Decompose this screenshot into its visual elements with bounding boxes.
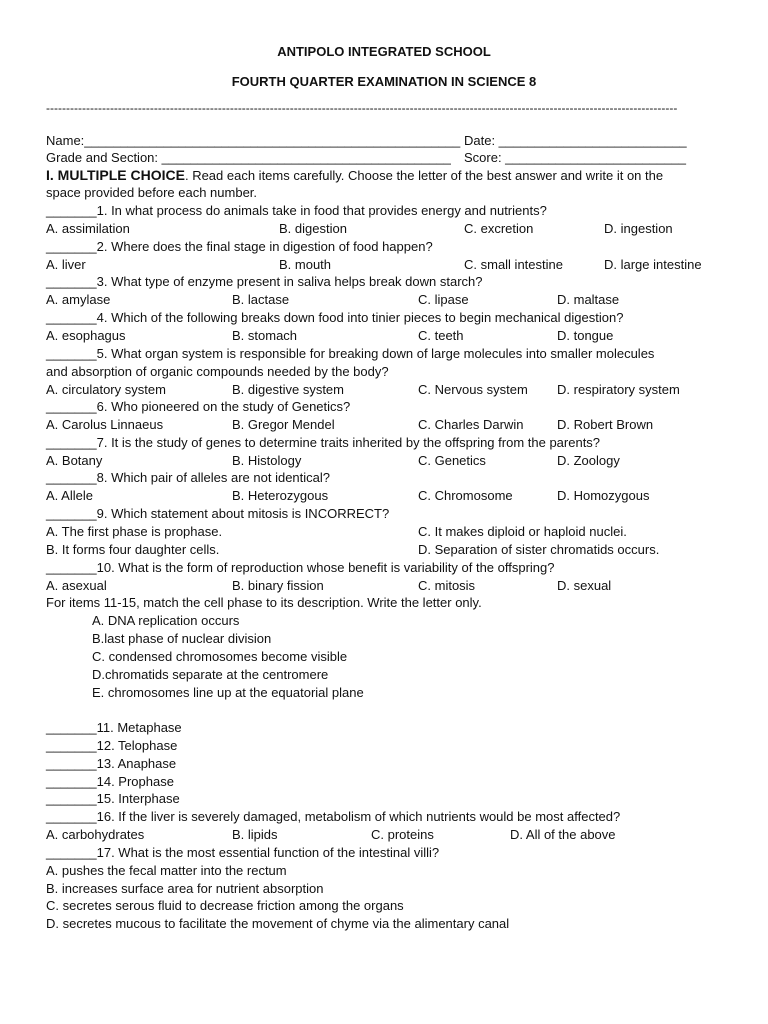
q1-option-a: A. assimilation bbox=[46, 221, 130, 236]
matching-item-13: _______13. Anaphase bbox=[46, 756, 177, 771]
q5-option-c: C. Nervous system bbox=[418, 382, 528, 397]
instructions-line-1: . Read each items carefully. Choose the letter of the best answer and write it on the bbox=[184, 168, 664, 183]
q6-option-d: D. Robert Brown bbox=[557, 417, 654, 432]
matching-item-15: _______15. Interphase bbox=[46, 791, 180, 806]
q17-option-d: D. secretes mucous to facilitate the movement of chyme via the alimentary canal bbox=[46, 916, 510, 931]
q2-option-c: C. small intestine bbox=[464, 257, 563, 272]
q17-option-c: C. secretes serous fluid to decrease friction among the organs bbox=[46, 898, 404, 913]
q7-option-a: A. Botany bbox=[46, 453, 103, 468]
name-field: Name:____________________________________________________ bbox=[46, 133, 461, 148]
question-2-stem: _______2. Where does the final stage in digestion of food happen? bbox=[46, 239, 433, 254]
grade-section-field: Grade and Section: ________________________________________ bbox=[46, 150, 451, 165]
question-7-stem: _______7. It is the study of genes to determine traits inherited by the offspring from the parents? bbox=[46, 435, 601, 450]
q6-option-c: C. Charles Darwin bbox=[418, 417, 524, 432]
q4-option-a: A. esophagus bbox=[46, 328, 126, 343]
matching-choice-c: C. condensed chromosomes become visible bbox=[92, 649, 348, 664]
matching-item-14: _______14. Prophase bbox=[46, 774, 174, 789]
matching-item-11: _______11. Metaphase bbox=[46, 720, 182, 735]
q3-option-b: B. lactase bbox=[232, 292, 290, 307]
q2-option-a: A. liver bbox=[46, 257, 86, 272]
q3-option-d: D. maltase bbox=[557, 292, 620, 307]
q10-option-b: B. binary fission bbox=[232, 578, 324, 593]
matching-choice-b: B.last phase of nuclear division bbox=[92, 631, 272, 646]
q8-option-b: B. Heterozygous bbox=[232, 488, 329, 503]
q17-option-b: B. increases surface area for nutrient absorption bbox=[46, 881, 324, 896]
question-3-stem: _______3. What type of enzyme present in saliva helps break down starch? bbox=[46, 274, 483, 289]
q6-option-a: A. Carolus Linnaeus bbox=[46, 417, 164, 432]
score-field: Score: _________________________ bbox=[464, 150, 686, 165]
question-5-stem-cont: and absorption of organic compounds needed by the body? bbox=[46, 364, 389, 379]
question-17-stem: _______17. What is the most essential function of the intestinal villi? bbox=[46, 845, 440, 860]
question-10-stem: _______10. What is the form of reproduction whose benefit is variability of the offspring? bbox=[46, 560, 555, 575]
q4-option-b: B. stomach bbox=[232, 328, 298, 343]
question-6-stem: _______6. Who pioneered on the study of Genetics? bbox=[46, 399, 351, 414]
q9-option-c: C. It makes diploid or haploid nuclei. bbox=[418, 524, 627, 539]
q4-option-d: D. tongue bbox=[557, 328, 614, 343]
q6-option-b: B. Gregor Mendel bbox=[232, 417, 335, 432]
q5-option-d: D. respiratory system bbox=[557, 382, 680, 397]
q10-option-c: C. mitosis bbox=[418, 578, 476, 593]
q16-option-a: A. carbohydrates bbox=[46, 827, 145, 842]
q1-option-b: B. digestion bbox=[279, 221, 347, 236]
q9-option-d: D. Separation of sister chromatids occurs. bbox=[418, 542, 660, 557]
matching-item-12: _______12. Telophase bbox=[46, 738, 178, 753]
matching-choice-a: A. DNA replication occurs bbox=[92, 613, 240, 628]
q1-option-d: D. ingestion bbox=[604, 221, 673, 236]
q1-option-c: C. excretion bbox=[464, 221, 534, 236]
q16-option-c: C. proteins bbox=[371, 827, 434, 842]
q8-option-c: C. Chromosome bbox=[418, 488, 513, 503]
q8-option-d: D. Homozygous bbox=[557, 488, 650, 503]
q7-option-c: C. Genetics bbox=[418, 453, 486, 468]
section-heading: I. MULTIPLE CHOICE bbox=[46, 167, 185, 183]
q5-option-a: A. circulatory system bbox=[46, 382, 166, 397]
question-16-stem: _______16. If the liver is severely damaged, metabolism of which nutrients would be most affected? bbox=[46, 809, 621, 824]
q3-option-c: C. lipase bbox=[418, 292, 469, 307]
q10-option-a: A. asexual bbox=[46, 578, 107, 593]
q16-option-d: D. All of the above bbox=[510, 827, 616, 842]
q17-option-a: A. pushes the fecal matter into the rectum bbox=[46, 863, 287, 878]
school-name: ANTIPOLO INTEGRATED SCHOOL bbox=[277, 44, 491, 59]
q9-option-b: B. It forms four daughter cells. bbox=[46, 542, 220, 557]
q3-option-a: A. amylase bbox=[46, 292, 111, 307]
matching-choice-d: D.chromatids separate at the centromere bbox=[92, 667, 329, 682]
q2-option-d: D. large intestine bbox=[604, 257, 702, 272]
q9-option-a: A. The first phase is prophase. bbox=[46, 524, 223, 539]
q8-option-a: A. Allele bbox=[46, 488, 93, 503]
question-5-stem: _______5. What organ system is responsible for breaking down of large molecules into smaller molecules bbox=[46, 346, 655, 361]
q16-option-b: B. lipids bbox=[232, 827, 278, 842]
q10-option-d: D. sexual bbox=[557, 578, 612, 593]
exam-title: FOURTH QUARTER EXAMINATION IN SCIENCE 8 bbox=[231, 74, 537, 89]
q7-option-b: B. Histology bbox=[232, 453, 302, 468]
separator-line: -------------------------------------------------------------------------------------------------------------------------------------------------------------- bbox=[46, 101, 678, 115]
instructions-line-2: space provided before each number. bbox=[46, 185, 258, 200]
date-field: Date: __________________________ bbox=[464, 133, 687, 148]
question-1-stem: _______1. In what process do animals take in food that provides energy and nutrients? bbox=[46, 203, 547, 218]
question-4-stem: _______4. Which of the following breaks down food into tinier pieces to begin mechanical digestion? bbox=[46, 310, 624, 325]
matching-choice-e: E. chromosomes line up at the equatorial plane bbox=[92, 685, 364, 700]
q7-option-d: D. Zoology bbox=[557, 453, 620, 468]
question-8-stem: _______8. Which pair of alleles are not identical? bbox=[46, 470, 331, 485]
matching-instruction: For items 11-15, match the cell phase to its description. Write the letter only. bbox=[46, 595, 482, 610]
q2-option-b: B. mouth bbox=[279, 257, 332, 272]
section-instructions bbox=[46, 167, 663, 184]
q4-option-c: C. teeth bbox=[418, 328, 464, 343]
question-9-stem: _______9. Which statement about mitosis is INCORRECT? bbox=[46, 506, 390, 521]
q5-option-b: B. digestive system bbox=[232, 382, 344, 397]
